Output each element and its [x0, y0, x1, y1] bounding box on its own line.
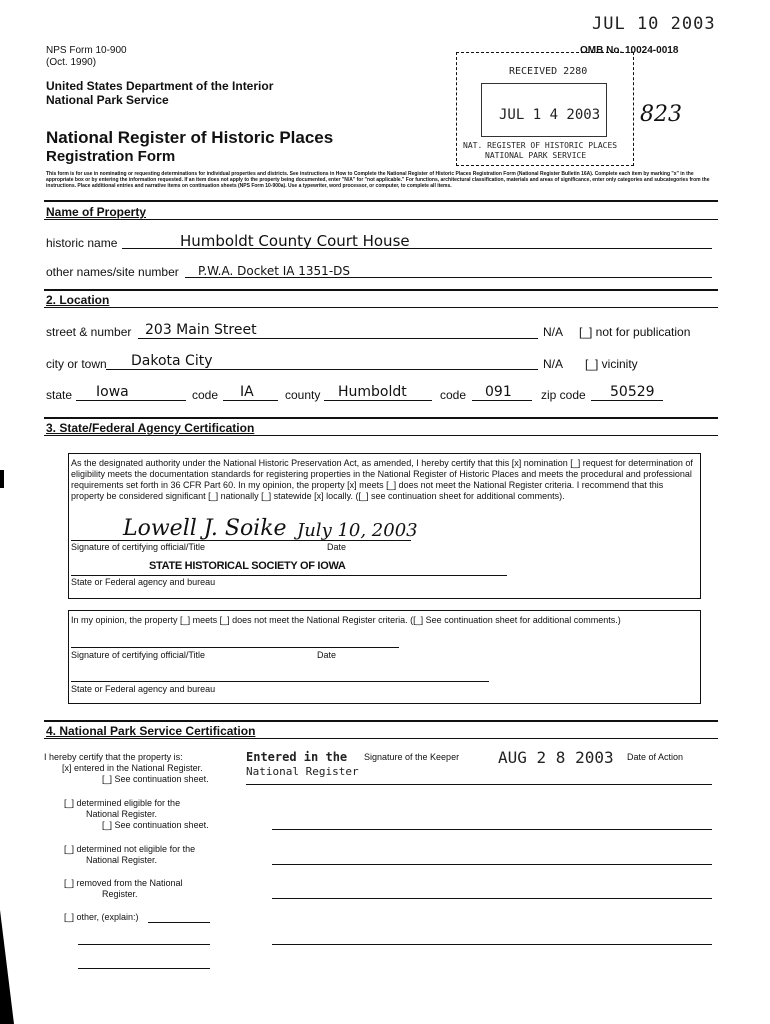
- removed-label: Register.: [102, 889, 138, 899]
- received-date-top: JUL 10 2003: [592, 14, 716, 34]
- divider: [44, 738, 718, 739]
- signature-label: Signature of certifying official/Title: [71, 542, 206, 552]
- historic-name-value: Humboldt County Court House: [180, 232, 410, 250]
- received-stamp-label: RECEIVED 2280: [509, 66, 588, 77]
- certification-box: [68, 453, 701, 599]
- divider: [44, 720, 718, 722]
- na-city: N/A: [543, 357, 564, 371]
- entered-stamp-line2: National Register: [246, 765, 359, 778]
- action-date: AUG 2 8 2003: [498, 748, 614, 767]
- certify-text: I hereby certify that the property is:: [44, 752, 183, 762]
- other-names-value: P.W.A. Docket IA 1351-DS: [198, 264, 351, 278]
- date-label: Date: [327, 542, 347, 552]
- na-street: N/A: [543, 325, 564, 339]
- zip-label: zip code: [541, 388, 586, 402]
- state-label: state: [46, 388, 73, 402]
- keeper-label: Signature of the Keeper: [364, 752, 460, 762]
- zip-value: 50529: [610, 384, 655, 400]
- agency-label: State or Federal agency and bureau: [71, 577, 216, 587]
- form-number: NPS Form 10-900: [46, 45, 127, 56]
- page-title: National Register of Historic Places: [46, 128, 334, 147]
- scan-edge-artifact: [0, 910, 14, 1024]
- street-value: 203 Main Street: [145, 322, 257, 338]
- city-value: Dakota City: [131, 353, 213, 369]
- other-names-label: other names/site number: [46, 265, 179, 279]
- section1-heading: Name of Property: [46, 205, 147, 219]
- see-continuation-1[interactable]: [_] See continuation sheet.: [102, 774, 209, 784]
- agency-value: STATE HISTORICAL SOCIETY OF IOWA: [149, 560, 346, 572]
- historic-name-label: historic name: [46, 236, 118, 250]
- certification-text: As the designated authority under the National Historic Preservation Act, as amended, I hereby certify that this [x] nomination [_] request for determination of eligibility meets the documentation standards for registering properties in the National Register of Historic Places and meets the procedural and professional requirements set forth in 36 CFR Part 60. In my opinion, the property [x] meets [_] does not meet the National Register criteria. I recommend that this property be considered significant [_] nationally [_] statewide [x] locally. ([_] see continuation sheet for additional comments).: [71, 458, 693, 501]
- agency-line: [71, 575, 507, 576]
- opinion-text: In my opinion, the property [_] meets [_] does not meet the National Register criteria. ([_] See continuation sheet for additional comments.): [71, 615, 621, 625]
- street-label: street & number: [46, 325, 132, 339]
- county-label: county: [285, 388, 321, 402]
- code-label: code: [192, 388, 219, 402]
- divider: [44, 200, 718, 202]
- state-line: [76, 384, 186, 401]
- section4-heading: 4. National Park Service Certification: [46, 724, 256, 738]
- vicinity-checkbox[interactable]: [_] vicinity: [585, 357, 638, 371]
- action-date-label: Date of Action: [627, 752, 684, 762]
- divider: [44, 417, 718, 419]
- not-eligible-checkbox[interactable]: [_] determined not eligible for the: [64, 844, 196, 854]
- department: United States Department of the Interior: [46, 79, 274, 93]
- explain-line-1: [78, 944, 210, 945]
- code-value: IA: [240, 384, 254, 400]
- divider: [44, 219, 718, 220]
- removed-line: [272, 898, 712, 899]
- section2-heading: 2. Location: [46, 293, 110, 307]
- state-value: Iowa: [96, 384, 129, 400]
- county-value: Humboldt: [338, 384, 407, 400]
- divider: [44, 307, 718, 308]
- determined-eligible-checkbox[interactable]: [_] determined eligible for the: [64, 798, 181, 808]
- city-label: city or town: [46, 357, 107, 371]
- not-eligible-label: National Register.: [86, 855, 158, 865]
- code2-value: 091: [485, 384, 512, 400]
- instructions: This form is for use in nominating or requesting determinations for individual properties and districts. See instructions in How to Complete the National Register of Historic Places Registration Form (National Register Bulletin 16A). Complete each item by marking "x" in the appropriate box or by entering the information requested. If an item does not apply to the property being documented, enter "N/A" for "not applicable." For functions, architectural classification, materials and areas of significance, enter only categories and subcategories from the instructions. Place additional entries and narrative items on continuation sheets (NPS Form 10-900a). Use a typewriter, word processor, or computer, to complete all items.: [46, 171, 710, 189]
- determined-eligible-label: National Register.: [86, 809, 158, 819]
- omb-number: OMB No. 10024-0018: [580, 45, 679, 56]
- explain-line-2: [78, 968, 210, 969]
- signature-label-2: Signature of certifying official/Title: [71, 650, 206, 660]
- see-continuation-2[interactable]: [_] See continuation sheet.: [102, 820, 209, 830]
- other-signature-line: [272, 944, 712, 945]
- scan-edge-mark: [0, 470, 4, 488]
- keeper-line: [246, 784, 712, 785]
- entered-checkbox[interactable]: [x] entered in the National Register.: [62, 763, 203, 773]
- handwritten-number: 823: [640, 102, 682, 127]
- removed-checkbox[interactable]: [_] removed from the National: [64, 878, 183, 888]
- entered-stamp-line1: Entered in the: [246, 750, 348, 764]
- signature-line-2: [71, 647, 399, 648]
- date-label-2: Date: [317, 650, 337, 660]
- other-checkbox[interactable]: [_] other, (explain:): [64, 912, 139, 922]
- received-stamp: [456, 52, 634, 166]
- divider: [44, 289, 718, 291]
- stamp-register-line: NAT. REGISTER OF HISTORIC PLACES: [463, 141, 618, 150]
- official-signature: Lowell J. Soike: [123, 516, 287, 541]
- section3-heading: 3. State/Federal Agency Certification: [46, 421, 255, 435]
- agency: National Park Service: [46, 93, 169, 107]
- not-eligible-line: [272, 864, 712, 865]
- not-for-publication-checkbox[interactable]: [_] not for publication: [579, 325, 691, 339]
- code2-label: code: [440, 388, 467, 402]
- page-subtitle: Registration Form: [46, 148, 176, 165]
- divider: [44, 435, 718, 436]
- signature-date: July 10, 2003: [297, 520, 418, 541]
- agency-label-2: State or Federal agency and bureau: [71, 684, 216, 694]
- other-line: [148, 922, 210, 923]
- form-date: (Oct. 1990): [46, 57, 97, 68]
- stamp-nps-line: NATIONAL PARK SERVICE: [485, 151, 587, 160]
- signature-line: [71, 540, 411, 541]
- stamp-date: JUL 1 4 2003: [499, 107, 601, 123]
- agency-line-2: [71, 681, 489, 682]
- eligible-line: [272, 829, 712, 830]
- opinion-box: [68, 610, 701, 704]
